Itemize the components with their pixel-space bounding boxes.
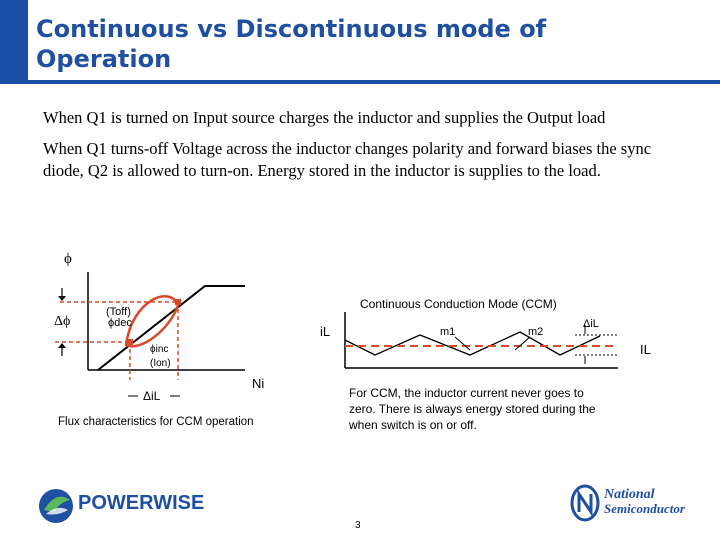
- ns-logo-line2: Semiconductor: [604, 501, 685, 516]
- flux-caption: Flux characteristics for CCM operation: [58, 416, 254, 428]
- phi-inc-label: ϕinc: [150, 344, 169, 355]
- slide-title-line2: Operation: [36, 45, 172, 73]
- slide-title-line1: Continuous vs Discontinuous mode of: [36, 15, 547, 43]
- m1-pointer: [455, 337, 470, 350]
- powerwise-emblem-icon: [36, 486, 76, 526]
- flux-y-label: ϕ: [64, 251, 72, 267]
- flux-marker-top: [175, 299, 181, 305]
- flux-loop: [126, 296, 178, 346]
- toff-label: (Toff): [106, 306, 131, 318]
- ccm-title: Continuous Conduction Mode (CCM): [360, 297, 557, 311]
- ns-logo-line1: National: [604, 487, 655, 502]
- paragraph-q1-off: When Q1 turns-off Voltage across the inductor changes polarity and forward biases the sync diode, Q2 is allowed to turn-on. Energy stored in the inductor is supplies to the load.: [43, 139, 652, 180]
- flux-delta-il-label: ΔiL: [143, 389, 161, 403]
- delta-phi-label: Δϕ: [54, 314, 71, 329]
- ccm-delta-il-label: ΔiL: [583, 318, 599, 330]
- m1-label: m1: [440, 326, 456, 338]
- m2-label: m2: [528, 326, 544, 338]
- phi-dec-label: ϕdec: [108, 317, 132, 329]
- m2-pointer: [515, 337, 530, 350]
- national-semiconductor-emblem-icon: [570, 484, 600, 522]
- delta-phi-arrowhead-bottom: [58, 343, 66, 348]
- ccm-caption-line2: zero. There is always energy stored during the: [349, 402, 596, 416]
- ccm-caption-line3: when switch is on or off.: [349, 418, 477, 432]
- ccm-ripple-wave: [345, 332, 600, 355]
- paragraph-q1-on: When Q1 is turned on Input source charges the inductor and supplies the Output load: [43, 108, 606, 127]
- ton-label: (Ion): [150, 358, 171, 369]
- powerwise-logo: POWERWISE: [78, 492, 205, 514]
- flux-marker-bottom: [127, 339, 133, 345]
- delta-phi-arrowhead-top: [58, 296, 66, 301]
- flux-x-label: Ni: [252, 376, 265, 391]
- national-semiconductor-logo: [604, 488, 685, 516]
- flux-diagram: [54, 251, 264, 428]
- ccm-avg-il-label: IL: [640, 342, 651, 357]
- ccm-diagram: [320, 297, 651, 432]
- page-number: 3: [355, 520, 361, 531]
- ccm-caption-line1: For CCM, the inductor current never goes to: [349, 386, 584, 400]
- ccm-il-label: iL: [320, 324, 331, 339]
